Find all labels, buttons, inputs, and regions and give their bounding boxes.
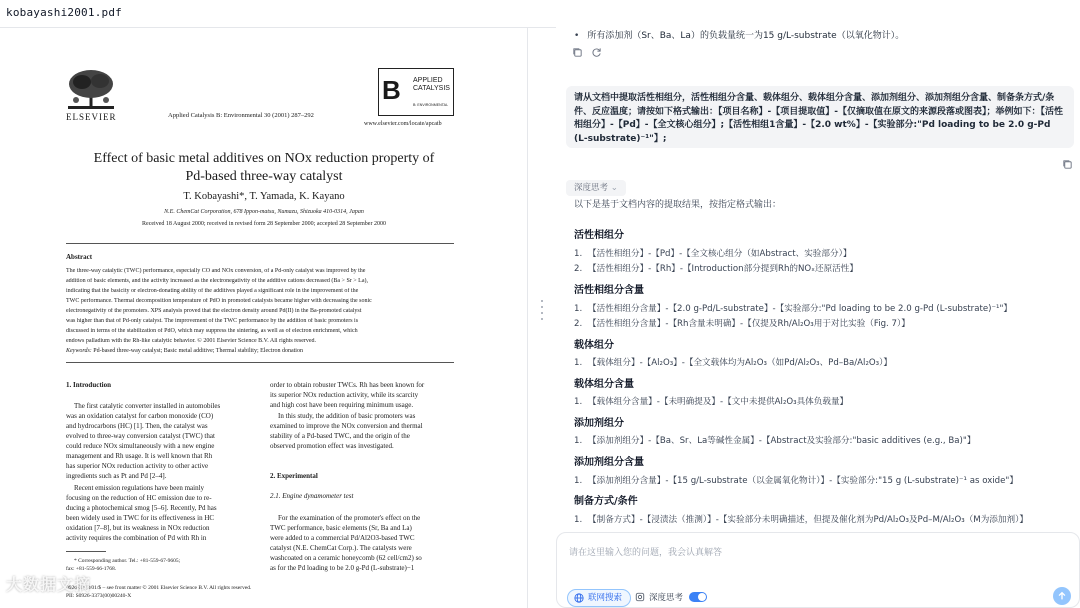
answer-heading: 添加剂组分含量 [574, 457, 644, 468]
abstract-line: indicating that the basicity or electron-donating ability of the additives played a significant role in the improvement of the [66, 288, 359, 294]
body-line: stability of a Pd-based TWC, and the origin of the [270, 432, 410, 440]
body-line: as for the Pd loading to be 2.0 g-Pd (L-substrate)−1 [270, 564, 415, 572]
abstract-line: The three-way catalytic (TWC) performance, especially CO and NOx conversion, of a Pd-only catalyst was improved by the [66, 268, 366, 274]
pdf-page [0, 28, 528, 608]
body-line: management and Rh usage. It is well known that Rh [66, 452, 213, 460]
web-search-label: 联网搜索 [588, 593, 623, 603]
footnote: * Corresponding author. Tel.: +81-559-67-9605; [74, 558, 181, 564]
abstract-line: TWC performance. Thermal decomposition temperature of PdO in promoted catalysts became higher with decreasing the sonic [66, 298, 372, 304]
globe-icon [574, 593, 584, 603]
answer-item: 1. 【载体组分】-【Al₂O₃】-【全文载体均为Al₂O₃（如Pd/Al₂O₃、Pd–Ba/Al₂O₃）】 [574, 358, 892, 368]
body-line: washcoated on a ceramic honeycomb (62 cell/cm2) so [270, 554, 422, 562]
answer-item: 2. 【活性相组分】-【Rh】-【Introduction部分提到Rh的NOₓ还原活性】 [574, 264, 858, 274]
journal-url: www.elsevier.com/locate/apcatb [364, 121, 442, 127]
answer-item: 1. 【活性相组分】-【Pd】-【全文核心组分（如Abstract、实验部分）】 [574, 249, 852, 259]
elsevier-tree-logo [64, 68, 118, 112]
paper-authors: T. Kobayashi*, T. Yamada, K. Kayano [183, 191, 345, 202]
answer-heading: 制备方式/条件 [574, 496, 638, 507]
paper-dates: Received 18 August 2000; received in revised form 28 September 2000; accepted 28 September 2000 [142, 221, 386, 227]
send-button[interactable] [1053, 587, 1071, 605]
brain-icon [635, 592, 645, 602]
intro-heading: 1. Introduction [66, 381, 111, 389]
regenerate-icon[interactable] [591, 47, 602, 58]
body-line: were added to a commercial Pd/Al2O3-based TWC [270, 534, 415, 542]
experimental-subheading: 2.1. Engine dynamometer test [270, 492, 354, 500]
body-line: has superior NOx reduction activity to other active [66, 462, 209, 470]
body-line: and high cost have been requiring minimum usage. [270, 401, 414, 409]
body-line: examined to improve the NOx conversion and thermal [270, 422, 423, 430]
body-line: For the examination of the promoter's effect on the [278, 514, 421, 522]
copyright-line: 0926-3373/01/$ – see front matter © 2001 Elsevier Science B.V. All rights reserved. [66, 585, 252, 591]
body-line: been widely used in TWC for its effectiveness in HC [66, 514, 215, 522]
copy-icon[interactable] [572, 47, 583, 58]
abstract-line: electronegativity of the promoters. XPS analysis proved that the electron density around Pd(II) in the Ba-promoted catalyst [66, 308, 362, 314]
body-line: oxidation [7–8], but its weakness in NOx reduction [66, 524, 210, 532]
body-line: was an oxidation catalyst for carbon monoxide (CO) [66, 412, 214, 420]
watermark: 大数据文摘 [6, 575, 92, 594]
deep-think-toggle[interactable] [689, 592, 707, 602]
divider-rule [66, 362, 454, 363]
previous-answer-bullet: • 所有添加剂（Sr、Ba、La）的负载量统一为15 g/L-substrate（以氧化物计）。 [574, 28, 904, 41]
footnote-rule [66, 551, 106, 552]
chat-input-box[interactable] [556, 532, 1080, 608]
body-line: its superior NOx reduction activity, while its scarcity [270, 391, 419, 399]
journal-logo-sub: B: ENVIRONMENTAL [413, 103, 449, 107]
answer-heading: 活性相组分 [574, 230, 624, 241]
body-line: focusing on the reduction of HC emission due to re- [66, 494, 212, 502]
abstract-line: was higher than that of Pd-only catalyst. The improvement of the TWC performance by the addition of basic promoters is [66, 318, 359, 324]
keywords-text: Pd-based three-way catalyst; Basic metal additive; Thermal stability; Electron donation [93, 348, 303, 354]
deep-think-label: 深度思考 [649, 593, 684, 603]
keywords-label: Keywords: [66, 348, 92, 354]
abstract-heading: Abstract [66, 253, 93, 261]
deep-think-chip[interactable]: 深度思考 ⌄ [566, 180, 626, 196]
answer-heading: 活性相组分含量 [574, 285, 644, 296]
journal-logo-title: APPLIED CATALYSIS [413, 77, 450, 92]
body-line: order to obtain robuster TWCs. Rh has been known for [270, 381, 425, 389]
body-line: In this study, the addition of basic promoters was [278, 412, 416, 420]
answer-heading: 载体组分含量 [574, 379, 634, 390]
paper-title-line1: Effect of basic metal additives on NOx reduction property of [93, 151, 435, 166]
user-question-bubble: 请从文档中提取活性相组分，活性相组分含量、载体组分、载体组分含量、添加剂组分、添加剂组分含量、制备条方式/条件、反应温度；请按如下格式输出：【项目名称】-【项目提取值】-【仅摘取值在原文的来源段落或图表】；举例如下：【活性相组分】-【Pd】-【全文核心组分】;【活性相组1含量】-【2.0 wt%】-【实验部分:"Pd loading to be 2.0 g-Pd (L-substrate)⁻¹"】; [566, 86, 1074, 148]
answer-actions [572, 47, 602, 58]
pdf-viewer[interactable] [0, 28, 528, 608]
body-line: ingredients such as Pt and Pd [2–4]. [66, 472, 167, 480]
body-line: observed promotion effect was investigated. [270, 442, 394, 450]
chat-panel [556, 0, 1080, 608]
answer-intro: 以下是基于文档内容的提取结果，按指定格式输出： [574, 200, 782, 210]
body-line: evolved to three-way conversion catalyst (TWC) that [66, 432, 215, 440]
body-line: TWC performance, basic elements (Sr, Ba and La) [270, 524, 412, 532]
answer-item: 2. 【活性相组分含量】-【Rh含量未明确】-【仅提及Rh/Al₂O₃用于对比实验（Fig. 7）】 [574, 319, 910, 329]
divider-rule [66, 243, 454, 244]
answer-item: 1. 【添加剂组分】-【Ba、Sr、La等碱性金属】-【Abstract及实验部分:"basic additives (e.g., Ba)"】 [574, 436, 976, 446]
pii-line: PII: S0926-3373(00)00240-X [66, 593, 132, 599]
deep-think-toggle-group[interactable] [635, 591, 707, 603]
body-line: catalyst (N.E. ChemCat Corp.). The catalysts were [270, 544, 412, 552]
body-line: Recent emission regulations have been mainly [74, 484, 205, 492]
answer-item: 1. 【制备方式】-【浸渍法（推测）】-【实验部分未明确描述，但提及催化剂为Pd/Al₂O₃及Pd–M/Al₂O₃（M为添加剂）】 [574, 515, 1028, 525]
journal-logo [378, 68, 454, 116]
abstract-line: addition of basic elements, and the activity increased as the electronegativity of the additive cations decreased (Ba > Sr > La), [66, 278, 368, 284]
web-search-button[interactable] [567, 589, 631, 607]
body-line: could reduce NOx simultaneously with a new engine [66, 442, 215, 450]
answer-heading: 载体组分 [574, 340, 614, 351]
body-line: ducing a photochemical smog [5–6]. Recently, Pd has [66, 504, 217, 512]
body-line: The first catalytic converter installed in automobiles [74, 402, 221, 410]
arrow-up-icon [1057, 591, 1067, 601]
answer-item: 1. 【活性相组分含量】-【2.0 g-Pd/L-substrate】-【实验部分:"Pd loading to be 2.0 g-Pd (L-substrate)⁻¹"】 [574, 304, 1013, 314]
footnote: fax: +81-559-66-1768. [66, 566, 117, 572]
file-name: kobayashi2001.pdf [6, 6, 122, 19]
answer-item: 1. 【添加剂组分含量】-【15 g/L-substrate（以金属氧化物计）】-【实验部分:"15 g (L-substrate)⁻¹ as oxide"】 [574, 476, 1018, 486]
pane-resize-handle[interactable] [540, 300, 544, 320]
keywords [66, 348, 303, 354]
copy-icon[interactable] [1062, 159, 1073, 170]
experimental-heading: 2. Experimental [270, 472, 318, 480]
answer-item: 1. 【载体组分含量】-【未明确提及】-【文中未提供Al₂O₃具体负载量】 [574, 397, 849, 407]
publisher-name: ELSEVIER [66, 112, 117, 122]
journal-reference: Applied Catalysis B: Environmental 30 (2001) 287–292 [168, 112, 314, 119]
body-line: activity requires the combination of Pd with Rh in [66, 534, 207, 542]
abstract-line: discussed in terms of the stabilization of PdO, which may suppress the sintering, as well as of electron enrichment, which [66, 328, 358, 334]
paper-title-line2: Pd-based three-way catalyst [185, 169, 343, 184]
body-line: and hydrocarbons (HC) [1]. Then, the catalyst was [66, 422, 208, 430]
journal-logo-letter: B [382, 75, 401, 105]
chat-input-placeholder[interactable]: 请在这里输入您的问题，我会认真解答 [569, 548, 723, 558]
answer-heading: 添加剂组分 [574, 418, 624, 429]
paper-affiliation: N.E. ChemCat Corporation, 678 Ippon-matsu, Numazu, Shizuoka 410-0314, Japan [164, 209, 364, 215]
abstract-line: endows palladium with the Rh-like catalytic behavior. © 2001 Elsevier Science B.V. All rights reserved. [66, 338, 317, 344]
